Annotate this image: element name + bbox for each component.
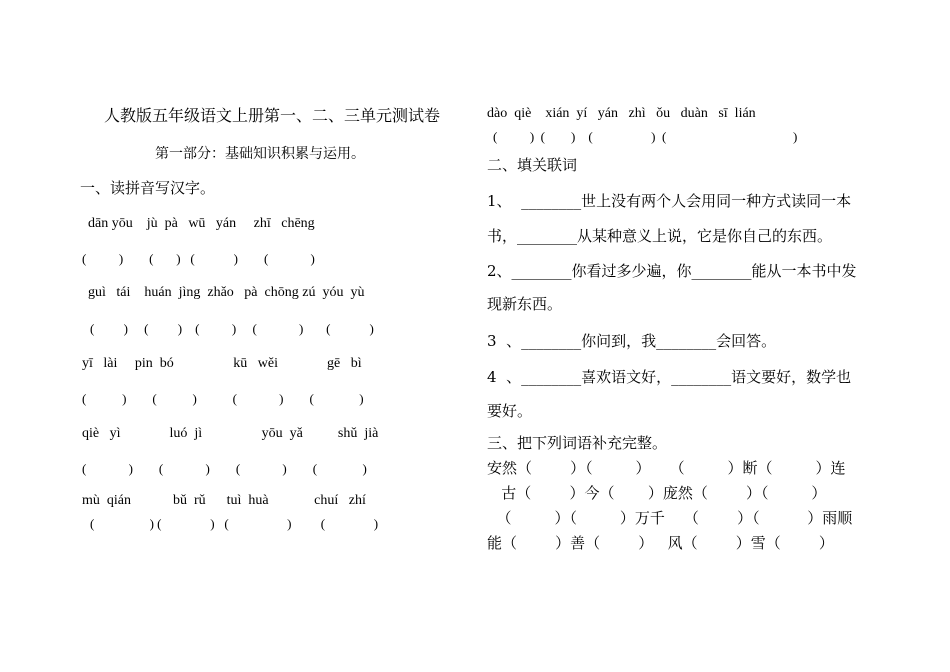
question-1-line-2: 书，________从某种意义上说，它是你自己的东西。 xyxy=(487,227,833,245)
question-1-line-1: 1、 ________世上没有两个人会用同一种方式读同一本 xyxy=(487,192,852,210)
section-two-heading: 二、填关联词 xyxy=(487,156,578,174)
section-one-heading: 一、读拼音写汉字。 xyxy=(80,179,216,197)
idiom-row-2[interactable]: 古（ ）今（ ）庞然（ ）（ ） xyxy=(487,484,827,502)
answer-blanks-row-1[interactable]: ( ) ( ) ( ) ( ) xyxy=(82,251,315,266)
question-2-line-2: 现新东西。 xyxy=(487,295,563,313)
pinyin-row-6: dào qiè xián yí yán zhì ǒu duàn sī lián xyxy=(487,106,756,121)
part-one-heading: 第一部分：基础知识积累与运用。 xyxy=(155,146,365,162)
answer-blanks-row-6[interactable]: ( ) ( ) ( ) ( ) xyxy=(493,129,798,144)
page-title: 人教版五年级语文上册第一、二、三单元测试卷 xyxy=(104,106,441,125)
question-3: 3 、________你问到，我________会回答。 xyxy=(487,332,777,350)
section-three-heading: 三、把下列词语补充完整。 xyxy=(487,434,668,452)
answer-blanks-row-5[interactable]: ( ) ( ) ( ) ( ) xyxy=(90,516,379,531)
question-4-line-1: 4 、________喜欢语文好，________语文要好，数学也 xyxy=(487,368,852,386)
answer-blanks-row-4[interactable]: ( ) ( ) ( ) ( ) xyxy=(82,461,367,476)
pinyin-row-4: qiè yì luó jì yōu yǎ shǔ jià xyxy=(82,426,379,441)
idiom-row-1[interactable]: 安然（ ）（ ） （ ）断（ ）连 xyxy=(487,459,846,477)
idiom-row-3[interactable]: （ ）（ ）万千 （ ）（ ）雨顺 xyxy=(487,509,853,527)
pinyin-row-5: mù qián bǔ rǔ tuì huà chuí zhí xyxy=(82,493,366,508)
question-2-line-1: 2、________你看过多少遍，你________能从一本书中发 xyxy=(487,262,857,280)
pinyin-row-1: dān yōu jù pà wū yán zhī chēng xyxy=(88,216,315,231)
pinyin-row-3: yī lài pin bó kū wěi gē bì xyxy=(82,356,362,371)
pinyin-row-2: guì tái huán jìng zhǎo pà chōng zú yóu yù xyxy=(88,285,365,300)
idiom-row-4[interactable]: 能（ ）善（ ） 风（ ）雪（ ） xyxy=(487,534,834,552)
answer-blanks-row-3[interactable]: ( ) ( ) ( ) ( ) xyxy=(82,391,364,406)
question-4-line-2: 要好。 xyxy=(487,402,533,420)
answer-blanks-row-2[interactable]: ( ) ( ) ( ) ( ) ( ) xyxy=(90,321,374,336)
